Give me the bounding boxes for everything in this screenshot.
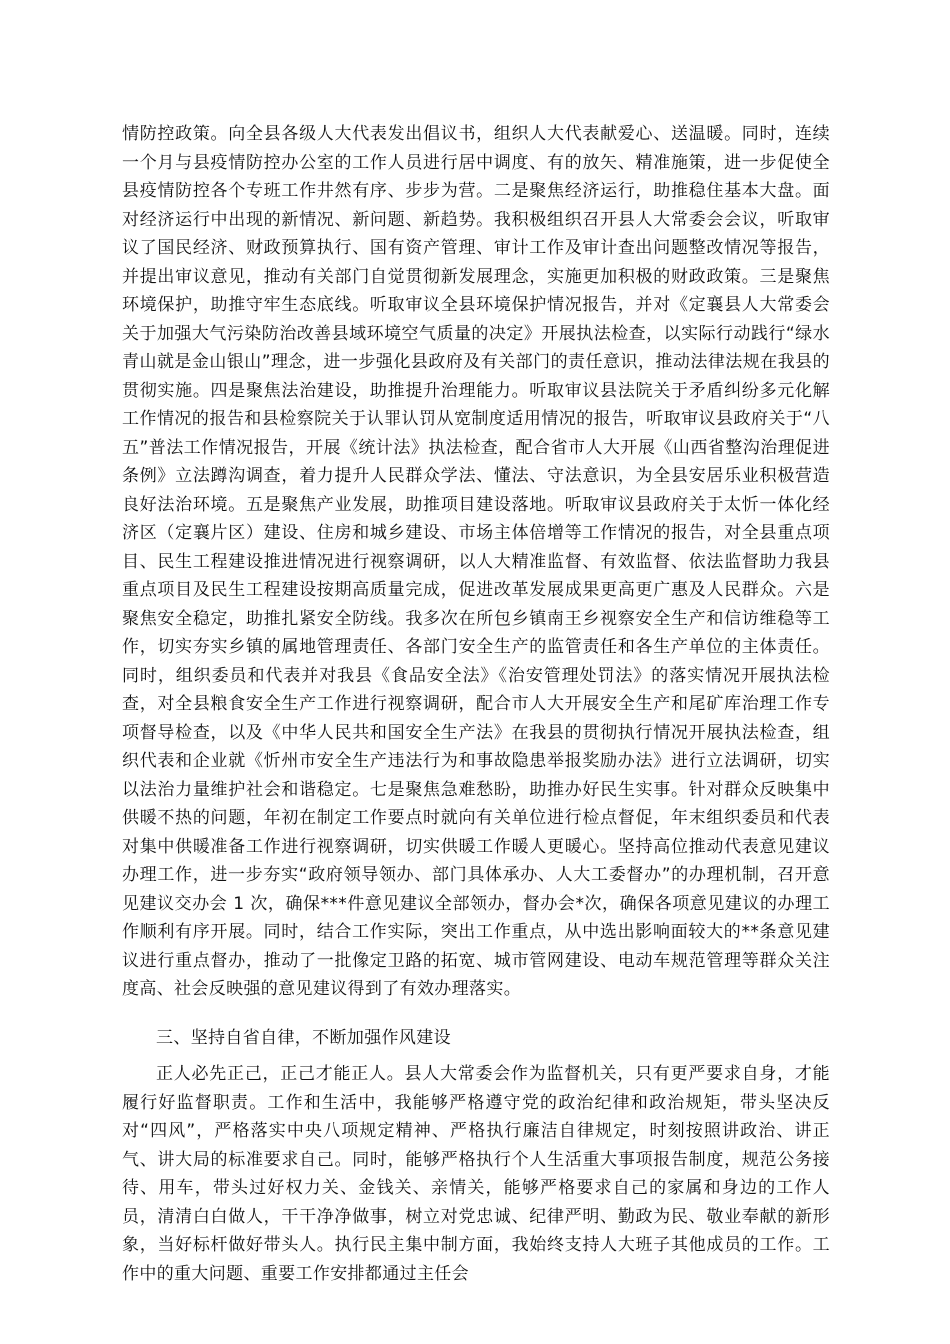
- document-page: [122, 120, 830, 1288]
- body-paragraph: 正人必先正己，正己才能正人。县人大常委会作为监督机关，只有更严要求自身，才能履行好监督职责。工作和生活中，我能够严格遵守党的政治纪律和政治规矩，带头坚决反对“四风”，严格落实中央八项规定精神、严格执行廉洁自律规定，时刻按照讲政治、讲正气、讲大局的标准要求自己。同时，能够严格执行个人生活重大事项报告制度，规范公务接待、用车，带头过好权力关、金钱关、亲情关，能够严格要求自己的家属和身边的工作人员，清清白白做人，干干净净做事，树立对党忠诚、纪律严明、勤政为民、敬业奉献的新形象，当好标杆做好带头人。执行民主集中制方面，我始终支持人大班子其他成员的工作。工作中的重大问题、重要工作安排都通过主任会: [122, 1064, 830, 1284]
- section-heading: 三、坚持自省自律，不断加强作风建设: [156, 1027, 451, 1048]
- paragraph-spacer: [122, 1004, 830, 1014]
- body-paragraph-continued: 情防控政策。向全县各级人大代表发出倡议书，组织人大代表献爱心、送温暖。同时，连续一个月与县疫情防控办公室的工作人员进行居中调度、有的放矢、精准施策，进一步促使全县疫情防控各个专班工作井然有序、步步为营。二是聚焦经济运行，助推稳住基本大盘。面对经济运行中出现的新情况、新问题、新趋势。我积极组织召开县人大常委会会议，听取审议了国民经济、财政预算执行、国有资产管理、审计工作及审计查出问题整改情况等报告，并提出审议意见，推动有关部门自觉贯彻新发展理念，实施更加积极的财政政策。三是聚焦环境保护，助推守牢生态底线。听取审议全县环境保护情况报告，并对《定襄县人大常委会关于加强大气污染防治改善县域环境空气质量的决定》开展执法检查，以实际行动践行“绿水青山就是金山银山”理念，进一步强化县政府及有关部门的责任意识，推动法律法规在我县的贯彻实施。四是聚焦法治建设，助推提升治理能力。听取审议县法院关于矛盾纠纷多元化解工作情况的报告和县检察院关于认罪认罚从宽制度适用情况的报告，听取审议县政府关于“八五”普法工作情况报告，开展《统计法》执法检查，配合省市人大开展《山西省整沟治理促进条例》立法蹲沟调查，着力提升人民群众学法、懂法、守法意识，为全县安居乐业积极营造良好法治环境。五是聚焦产业发展，助推项目建设落地。听取审议县政府关于太忻一体化经济区（定襄片区）建设、住房和城乡建设、市场主体倍增等工作情况的报告，对全县重点项目、民生工程建设推进情况进行视察调研，以人大精准监督、有效监督、依法监督助力我县重点项目及民生工程建设按期高质量完成，促进改革发展成果更高更广惠及人民群众。六是聚焦安全稳定，助推扎紧安全防线。我多次在所包乡镇南王乡视察安全生产和信访维稳等工作，切实夯实乡镇的属地管理责任、各部门安全生产的监管责任和各生产单位的主体责任。同时，组织委员和代表并对我县《食品安全法》《治安管理处罚法》的落实情况开展执法检查，对全县粮食安全生产工作进行视察调研，配合市人大开展安全生产和尾矿库治理工作专项督导检查，以及《中华人民共和国安全生产法》在我县的贯彻执行情况开展执法检查，组织代表和企业就《忻州市安全生产违法行为和事故隐患举报奖励办法》进行立法调研，切实以法治力量维护社会和谐稳定。七是聚焦急难愁盼，助推办好民生实事。针对群众反映集中供暖不热的问题，年初在制定工作要点时就向有关单位进行检点督促，年末组织委员和代表对集中供暖准备工作进行视察调研，切实供暖工作暖人更暖心。坚持高位推动代表意见建议办理工作，进一步夯实“政府领导领办、部门具体承办、人大工委督办”的办理机制，召开意见建议交办会 1 次，确保***件意见建议全部领办，督办会*次，确保各项意见建议的办理工作顺利有序开展。同时，结合工作实际，突出工作重点，从中选出影响面较大的**条意见建议进行重点督办，推动了一批像定卫路的拓宽、城市管网建设、电动车规范管理等群众关注度高、社会反映强的意见建议得到了有效办理落实。: [122, 124, 830, 999]
